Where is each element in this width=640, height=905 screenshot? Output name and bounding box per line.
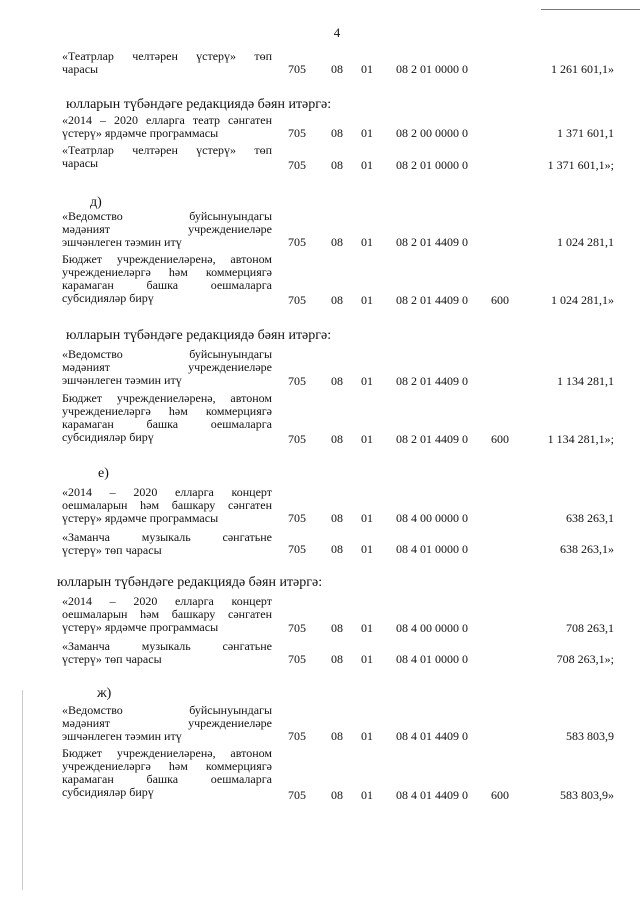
col-amount: 583 803,9 xyxy=(566,729,614,743)
col-code: 08 2 01 0000 0 xyxy=(396,62,468,76)
col-vr: 600 xyxy=(491,788,509,802)
row-description: Бюджет учреждениеләренә, автоном учреждениеләргә һәм коммерциягә карамаган башка оешмаларга субсидияләр бирү xyxy=(62,392,272,444)
col-08: 08 xyxy=(331,729,343,743)
row-description: «Театрлар челтәрен үстерү» төп чарасы xyxy=(62,50,272,76)
col-01: 01 xyxy=(361,126,373,140)
col-08: 08 xyxy=(331,374,343,388)
row-description: «Заманча музыкаль сәнгатьне үстерү» төп чарасы xyxy=(62,640,272,666)
col-01: 01 xyxy=(361,621,373,635)
section-letter: д) xyxy=(90,195,102,210)
col-705: 705 xyxy=(288,126,306,140)
col-705: 705 xyxy=(288,542,306,556)
intro-phrase: юлларын түбәндәге редакциядә бәян итәргә: xyxy=(57,575,323,590)
col-vr: 600 xyxy=(491,432,509,446)
col-amount: 638 263,1 xyxy=(566,511,614,525)
col-705: 705 xyxy=(288,158,306,172)
col-amount: 1 134 281,1»; xyxy=(547,432,614,446)
col-705: 705 xyxy=(288,788,306,802)
col-code: 08 4 01 4409 0 xyxy=(396,788,468,802)
col-08: 08 xyxy=(331,158,343,172)
col-code: 08 2 01 4409 0 xyxy=(396,235,468,249)
col-705: 705 xyxy=(288,432,306,446)
intro-phrase: юлларын түбәндәге редакциядә бәян итәргә: xyxy=(66,97,332,112)
col-08: 08 xyxy=(331,621,343,635)
col-08: 08 xyxy=(331,235,343,249)
col-code: 08 2 01 4409 0 xyxy=(396,374,468,388)
col-01: 01 xyxy=(361,542,373,556)
row-description: «Ведомство буйсынуындагы мәдәният учреждениеләре эшчәнлеген тәэмин итү xyxy=(62,210,272,249)
col-08: 08 xyxy=(331,542,343,556)
col-code: 08 2 01 0000 0 xyxy=(396,158,468,172)
col-amount: 1 371 601,1 xyxy=(557,126,614,140)
col-code: 08 4 00 0000 0 xyxy=(396,621,468,635)
col-01: 01 xyxy=(361,374,373,388)
col-amount: 1 024 281,1» xyxy=(551,293,614,307)
col-705: 705 xyxy=(288,621,306,635)
col-code: 08 4 01 4409 0 xyxy=(396,729,468,743)
col-code: 08 2 01 4409 0 xyxy=(396,432,468,446)
row-description: «2014 – 2020 елларга концерт оешмаларын һәм башкару сәнгатен үстерү» ярдәмче программасы xyxy=(62,486,272,525)
row-description: Бюджет учреждениеләренә, автоном учреждениеләргә һәм коммерциягә карамаган башка оешмаларга субсидияләр бирү xyxy=(62,253,272,305)
row-description: Бюджет учреждениеләренә, автоном учреждениеләргә һәм коммерциягә карамаган башка оешмаларга субсидияләр бирү xyxy=(62,747,272,799)
col-code: 08 4 00 0000 0 xyxy=(396,511,468,525)
col-08: 08 xyxy=(331,511,343,525)
row-description: «2014 – 2020 елларга театр сәнгатен үстерү» ярдәмче программасы xyxy=(62,114,272,140)
col-705: 705 xyxy=(288,652,306,666)
col-01: 01 xyxy=(361,158,373,172)
col-01: 01 xyxy=(361,729,373,743)
row-description: «Ведомство буйсынуындагы мәдәният учреждениеләре эшчәнлеген тәэмин итү xyxy=(62,348,272,387)
col-amount: 1 371 601,1»; xyxy=(547,158,614,172)
col-01: 01 xyxy=(361,293,373,307)
col-amount: 708 263,1 xyxy=(566,621,614,635)
col-code: 08 2 00 0000 0 xyxy=(396,126,468,140)
scan-edge-rule xyxy=(541,9,640,10)
section-letter: е) xyxy=(98,466,109,481)
col-amount: 638 263,1» xyxy=(560,542,614,556)
scan-margin-shadow xyxy=(22,690,23,890)
col-code: 08 4 01 0000 0 xyxy=(396,542,468,556)
col-705: 705 xyxy=(288,62,306,76)
col-01: 01 xyxy=(361,62,373,76)
col-01: 01 xyxy=(361,432,373,446)
col-705: 705 xyxy=(288,293,306,307)
col-08: 08 xyxy=(331,62,343,76)
intro-phrase: юлларын түбәндәге редакциядә бәян итәргә: xyxy=(66,328,332,343)
row-description: «Заманча музыкаль сәнгатьне үстерү» төп чарасы xyxy=(62,531,272,557)
col-08: 08 xyxy=(331,293,343,307)
col-01: 01 xyxy=(361,788,373,802)
col-amount: 1 024 281,1 xyxy=(557,235,614,249)
col-amount: 708 263,1»; xyxy=(556,652,614,666)
col-code: 08 2 01 4409 0 xyxy=(396,293,468,307)
col-705: 705 xyxy=(288,374,306,388)
col-705: 705 xyxy=(288,729,306,743)
col-code: 08 4 01 0000 0 xyxy=(396,652,468,666)
page-number: 4 xyxy=(333,25,341,40)
col-08: 08 xyxy=(331,788,343,802)
row-description: «2014 – 2020 елларга концерт оешмаларын һәм башкару сәнгатен үстерү» ярдәмче программасы xyxy=(62,595,272,634)
col-amount: 1 134 281,1 xyxy=(557,374,614,388)
col-01: 01 xyxy=(361,511,373,525)
col-705: 705 xyxy=(288,511,306,525)
section-letter: ж) xyxy=(97,686,112,701)
col-08: 08 xyxy=(331,432,343,446)
col-amount: 583 803,9» xyxy=(560,788,614,802)
row-description: «Ведомство буйсынуындагы мәдәният учреждениеләре эшчәнлеген тәэмин итү xyxy=(62,704,272,743)
col-vr: 600 xyxy=(491,293,509,307)
col-705: 705 xyxy=(288,235,306,249)
col-01: 01 xyxy=(361,652,373,666)
col-01: 01 xyxy=(361,235,373,249)
col-08: 08 xyxy=(331,126,343,140)
col-08: 08 xyxy=(331,652,343,666)
col-amount: 1 261 601,1» xyxy=(551,62,614,76)
row-description: «Театрлар челтәрен үстерү» төп чарасы xyxy=(62,144,272,170)
